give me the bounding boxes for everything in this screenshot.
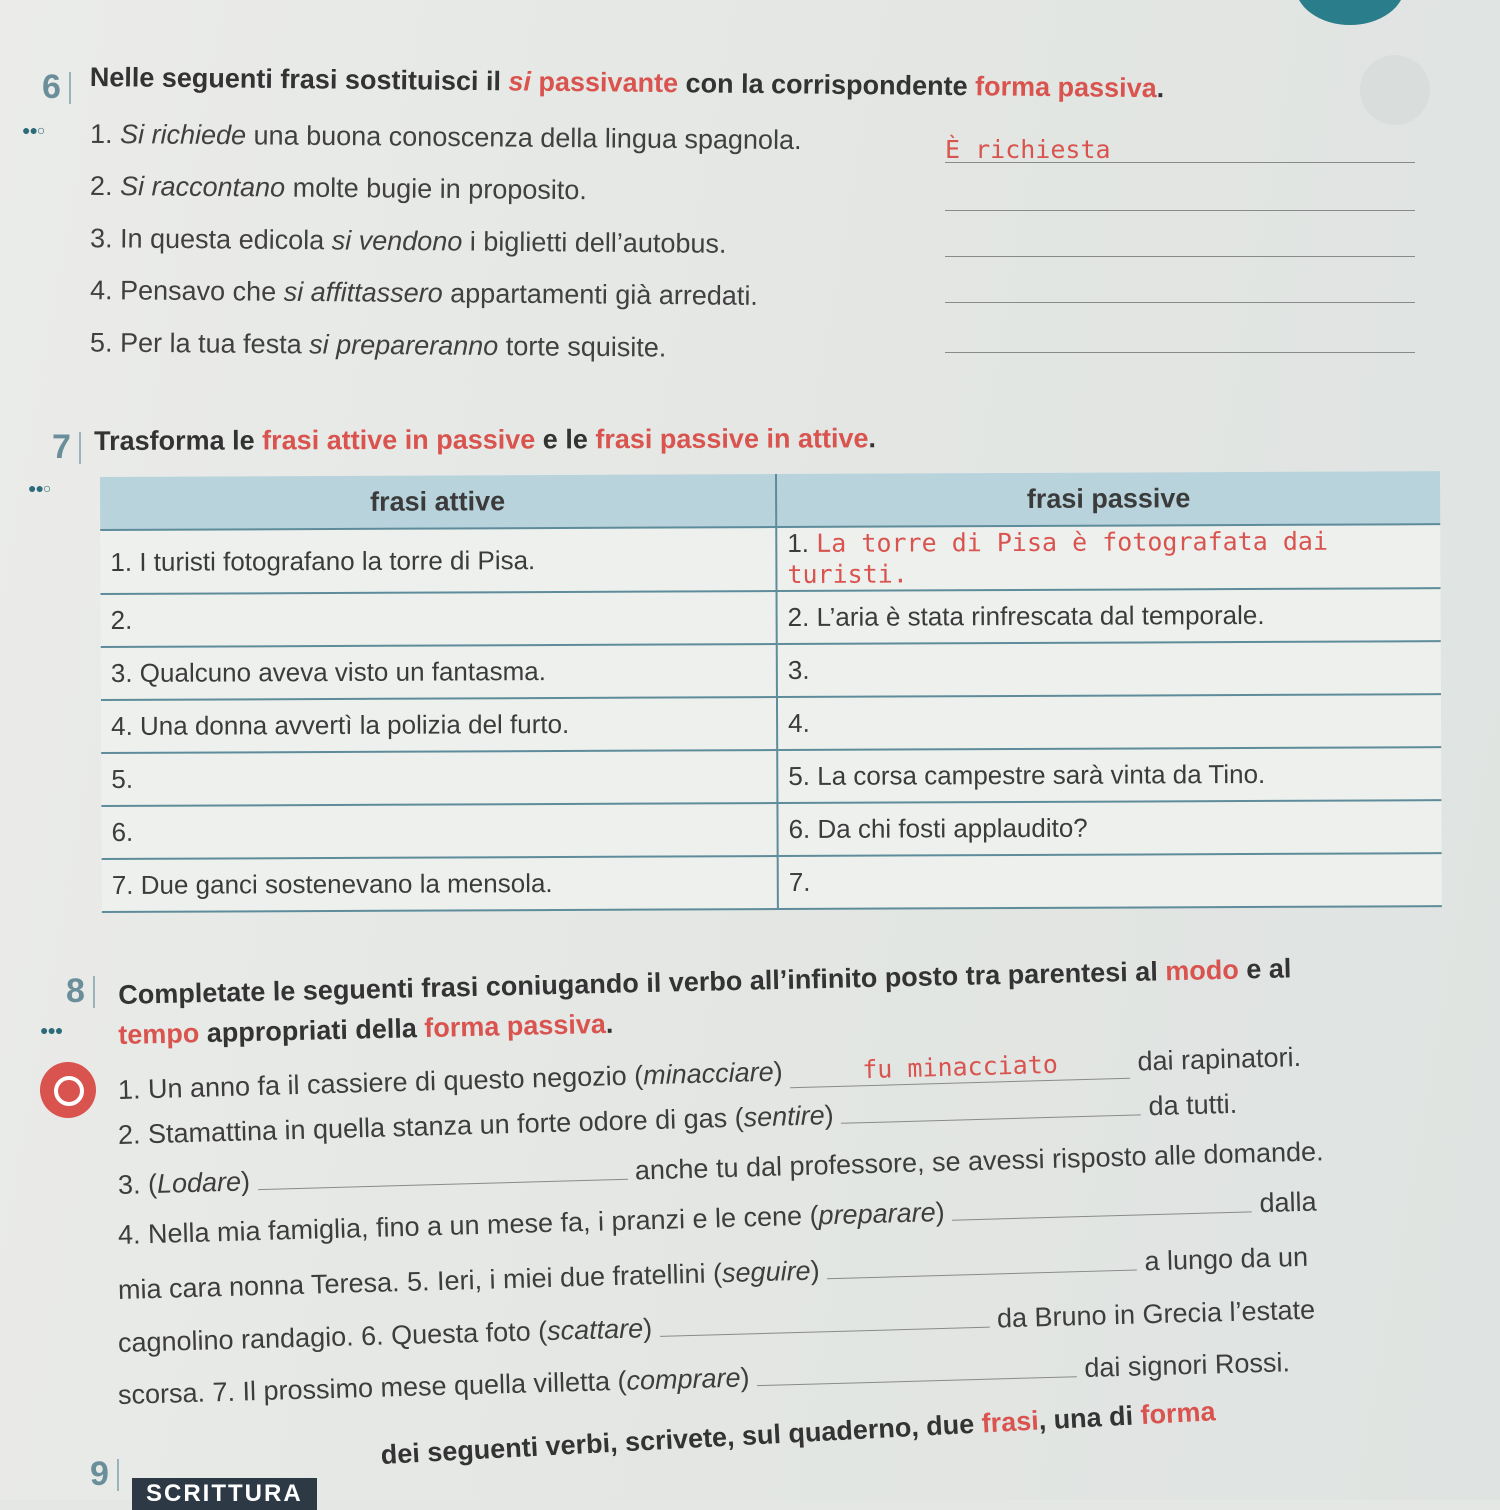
- ex8-line-6: cagnolino randagio. 6. Questa foto (scattare) da Bruno in Grecia l’estate: [117, 1294, 1316, 1358]
- ex8-line-2: 2. Stamattina in quella stanza un forte odore di gas (sentire) da tutti.: [117, 1088, 1238, 1150]
- passive-cell[interactable]: 6. Da chi fosti applaudito?: [777, 800, 1441, 856]
- difficulty-dots-icon: ●●○: [28, 480, 51, 496]
- difficulty-dots-icon: ●●○: [22, 122, 45, 138]
- ex8-line-5: mia cara nonna Teresa. 5. Ieri, i miei due fratellini (seguire) a lungo da un: [117, 1241, 1309, 1305]
- column-header-passive: frasi passive: [776, 471, 1440, 527]
- passive-cell[interactable]: 7.: [778, 853, 1442, 909]
- ghost-decoration: [1360, 55, 1430, 125]
- ex8-line-3: 3. (Lodare) anche tu dal professore, se avessi risposto alle domande.: [117, 1136, 1324, 1200]
- active-cell[interactable]: 5.: [101, 750, 777, 806]
- active-cell[interactable]: 2.: [101, 591, 777, 647]
- answer-blank-6[interactable]: [660, 1327, 990, 1337]
- exercise-7-number: 7: [52, 428, 71, 466]
- passive-cell[interactable]: 2. L’aria è stata rinfrescata dal temporale.: [777, 588, 1441, 644]
- exercise-8-number: 8: [66, 972, 85, 1010]
- active-cell[interactable]: 7. Due ganci sostenevano la mensola.: [102, 856, 778, 912]
- exercise-9-number: 9: [90, 1455, 109, 1493]
- handwritten-answer: La torre di Pisa è fotografata dai turisti.: [787, 526, 1329, 590]
- exercise-7-heading: Trasforma le frasi attive in passive e le frasi passive in attive.: [94, 423, 877, 456]
- passive-cell[interactable]: 5. La corsa campestre sarà vinta da Tino.: [777, 747, 1441, 803]
- column-header-active: frasi attive: [100, 474, 776, 530]
- target-icon: [40, 1062, 96, 1118]
- answer-blank-5[interactable]: [827, 1270, 1137, 1280]
- answer-blank-4[interactable]: [952, 1211, 1252, 1220]
- answer-line-3[interactable]: [945, 226, 1415, 257]
- ex6-item-3: 3. In questa edicola si vendono i biglietti dell’autobus.: [89, 223, 727, 259]
- active-cell[interactable]: 4. Una donna avvertì la polizia del furto.: [101, 697, 777, 753]
- table-row: [101, 747, 1441, 806]
- ex8-line-4: 4. Nella mia famiglia, fino a un mese fa, i pranzi e le cene (preparare) dalla: [117, 1186, 1317, 1250]
- passive-cell[interactable]: 3.: [777, 641, 1441, 697]
- passive-cell[interactable]: 1. La torre di Pisa è fotografata dai turisti.: [776, 524, 1440, 591]
- table-row: [101, 641, 1441, 700]
- corner-decoration: [1295, 0, 1405, 25]
- active-cell[interactable]: 6.: [101, 803, 777, 859]
- handwritten-answer: fu minacciato: [861, 1049, 1059, 1085]
- table-row: [101, 800, 1441, 859]
- conversion-table: [100, 471, 1442, 913]
- exercise-9-text: dei seguenti verbi, scrivete, sul quaderno, due frasi, una di forma: [380, 1396, 1217, 1470]
- ex6-item-4: 4. Pensavo che si affittassero appartamenti già arredati.: [89, 275, 759, 311]
- active-cell[interactable]: 3. Qualcuno aveva visto un fantasma.: [101, 644, 777, 700]
- exercise-6-heading: Nelle seguenti frasi sostituisci il si passivante con la corrispondente forma passiva.: [89, 62, 1165, 104]
- ex8-line-1: 1. Un anno fa il cassiere di questo negozio (minacciare) fu minacciato dai rapinatori.: [117, 1041, 1302, 1105]
- answer-line-5[interactable]: [945, 322, 1415, 353]
- table-row: [101, 588, 1441, 647]
- answer-blank-2[interactable]: [841, 1114, 1141, 1123]
- answer-line-4[interactable]: [945, 272, 1415, 303]
- active-cell[interactable]: 1. I turisti fotografano la torre di Pisa.: [100, 527, 776, 594]
- table-row: [101, 694, 1441, 753]
- difficulty-dots-icon: ●●●: [40, 1022, 63, 1038]
- ex6-item-1: 1. Si richiede una buona conoscenza della lingua spagnola.: [89, 118, 802, 156]
- answer-blank-3[interactable]: [258, 1179, 628, 1190]
- scrittura-badge: SCRITTURA: [132, 1478, 317, 1510]
- ex6-answer-1: È richiesta: [945, 135, 1111, 164]
- exercise-6-number: 6: [42, 68, 61, 106]
- answer-blank-7[interactable]: [757, 1376, 1077, 1386]
- answer-blank-1[interactable]: [790, 1047, 1131, 1088]
- exercise-8-heading-line2: tempo appropriati della forma passiva.: [118, 1008, 614, 1050]
- table-row: [102, 853, 1442, 912]
- exercise-8-heading-line1: Completate le seguenti frasi coniugando il verbo all’infinito posto tra parentesi al modo e al: [118, 953, 1292, 1010]
- ex6-item-2: 2. Si raccontano molte bugie in proposito.: [89, 170, 587, 206]
- table-row: [100, 524, 1440, 594]
- ex8-line-7: scorsa. 7. Il prossimo mese quella villetta (comprare) dai signori Rossi.: [117, 1347, 1291, 1410]
- ex6-item-5: 5. Per la tua festa si prepareranno torte squisite.: [89, 327, 667, 363]
- answer-line-2[interactable]: [945, 180, 1415, 211]
- passive-cell[interactable]: 4.: [777, 694, 1441, 750]
